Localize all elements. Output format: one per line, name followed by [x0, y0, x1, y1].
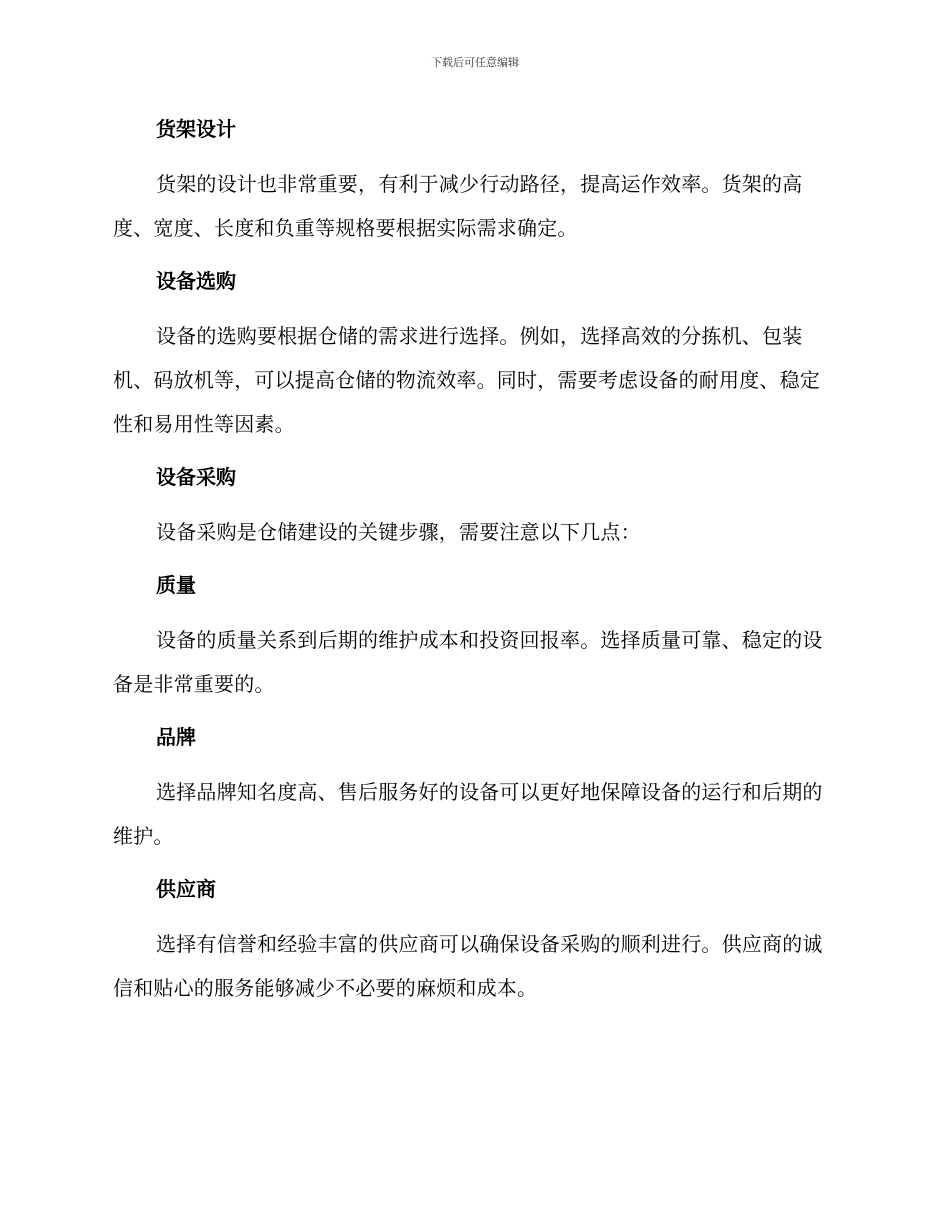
document-body — [113, 112, 833, 1010]
page-header: 下载后可任意编辑 — [431, 56, 519, 69]
section-heading-equipment-selection: 设备选购 — [156, 269, 236, 293]
section-body-equipment-procurement: 设备采购是仓储建设的关键步骤，需要注意以下几点： — [156, 520, 641, 544]
section-heading-brand: 品牌 — [156, 725, 196, 749]
section-body-quality: 设备的质量关系到后期的维护成本和投资回报率。选择质量可靠、稳定的设备是非常重要的。 — [113, 628, 823, 696]
section-body-shelf-design: 货架的设计也非常重要，有利于减少行动路径，提高运作效率。货架的高度、宽度、长度和负重等规格要根据实际需求确定。 — [113, 172, 803, 240]
section-heading-equipment-procurement: 设备采购 — [156, 465, 236, 489]
section-heading-shelf-design: 货架设计 — [156, 117, 236, 141]
section-heading-supplier: 供应商 — [156, 877, 216, 901]
section-body-supplier: 选择有信誉和经验丰富的供应商可以确保设备采购的顺利进行。供应商的诚信和贴心的服务能够减少不必要的麻烦和成本。 — [113, 932, 823, 1000]
section-body-equipment-selection: 设备的选购要根据仓储的需求进行选择。例如，选择高效的分拣机、包装机、码放机等，可以提高仓储的物流效率。同时，需要考虑设备的耐用度、稳定性和易用性等因素。 — [113, 324, 820, 436]
section-body-brand: 选择品牌知名度高、售后服务好的设备可以更好地保障设备的运行和后期的维护。 — [113, 780, 823, 848]
section-heading-quality: 质量 — [156, 573, 196, 597]
